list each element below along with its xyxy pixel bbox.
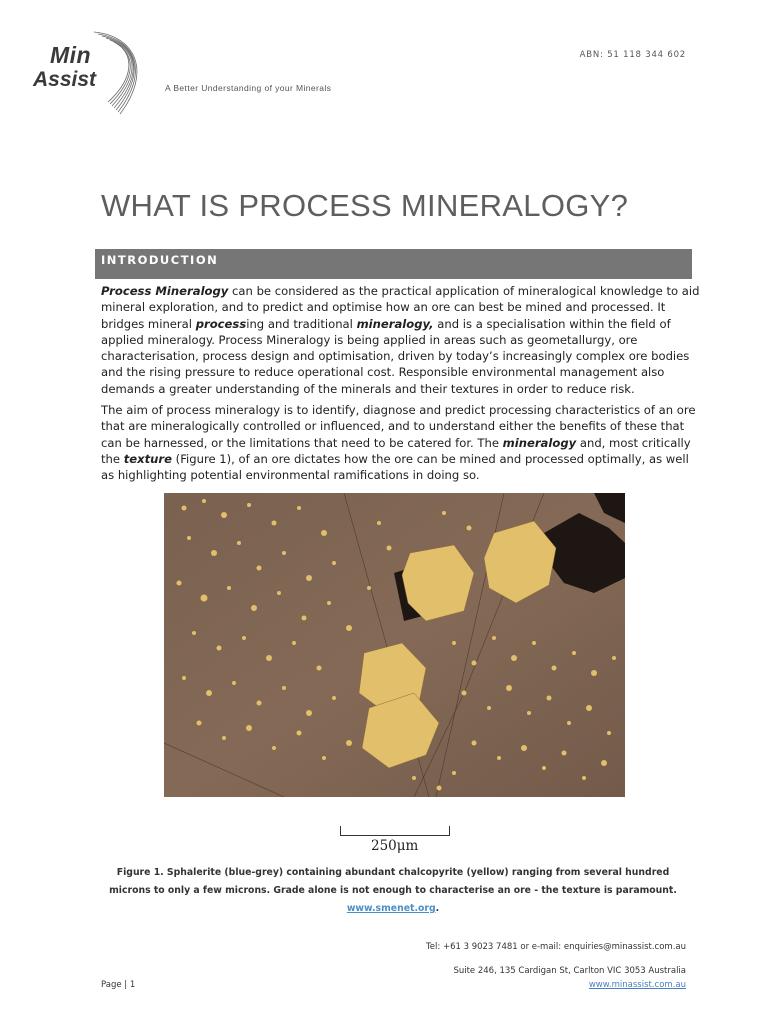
- caption-end: .: [435, 903, 440, 914]
- abn-number: ABN: 51 118 344 602: [579, 50, 686, 60]
- logo-arc-icon: [90, 26, 155, 121]
- paragraph-text: ing and traditional: [246, 316, 357, 331]
- minassist-logo: [30, 26, 155, 121]
- footer-address: Suite 246, 135 Cardigan St, Carlton VIC 3053 Australia: [453, 966, 686, 976]
- footer-website-link[interactable]: www.minassist.com.au: [588, 980, 686, 990]
- paragraph-text: and is a specialisation within the field of applied mineralogy. Process Mineralogy is being applied in areas such as geometallurgy, ore characterisation, process design and optimisation, driven by today’s increasingly complex ore bodies and the rising pressure to reduce operational cost. Responsible environmental management also demands a greater understanding of the minerals and their textures in order to reduce risk.: [101, 316, 690, 396]
- paragraph-text: (Figure 1), of an ore dictates how the ore can be mined and processed optimally, as well as highlighting potential environmental ramifications in doing so.: [101, 451, 689, 483]
- caption-text: Figure 1. Sphalerite (blue-grey) containing abundant chalcopyrite (yellow) ranging from several hundred microns to only a few microns. Grade alone is not enough to characterise an ore - the texture is paramount.: [109, 867, 677, 896]
- logo-text-assist: Assist: [33, 68, 97, 91]
- term-process: process: [195, 316, 247, 331]
- paragraph-text: The aim of process mineralogy is to identify, diagnose and predict processing characteristics of an ore that are mineralogically controlled or influenced, and to understand either the benefits of these that can be harnessed, or the limitations that need to be catered for. The: [101, 403, 696, 450]
- scale-bar: [340, 826, 450, 836]
- section-title: INTRODUCTION: [101, 253, 219, 267]
- intro-paragraph-2: [101, 402, 701, 483]
- term-mineralogy: mineralogy: [502, 435, 577, 450]
- paragraph-text: can be considered as the practical application of mineralogical knowledge to aid mineral exploration, and to predict and optimise how an ore can best be mined and processed. It bridges mineral: [101, 284, 700, 331]
- caption-link[interactable]: www.smenet.org: [346, 903, 436, 914]
- term-texture: texture: [123, 451, 172, 466]
- term-mineralogy: mineralogy,: [356, 316, 434, 331]
- term-process-mineralogy: Process Mineralogy: [101, 284, 229, 298]
- logo-text-min: Min: [50, 42, 92, 68]
- company-tagline: A Better Understanding of your Minerals: [165, 83, 332, 93]
- footer-contact: Tel: +61 3 9023 7481 or e-mail: enquiries@minassist.com.au: [426, 942, 686, 952]
- intro-paragraph-1: [101, 283, 701, 397]
- micrograph-image: [164, 493, 625, 797]
- figure-caption: [101, 864, 685, 918]
- section-header-bar: [95, 249, 692, 279]
- page-number: Page | 1: [101, 980, 136, 990]
- scale-label: 250μm: [371, 838, 419, 854]
- page-title: WHAT IS PROCESS MINERALOGY?: [101, 188, 629, 223]
- paragraph-text: and, most critically the: [101, 435, 691, 466]
